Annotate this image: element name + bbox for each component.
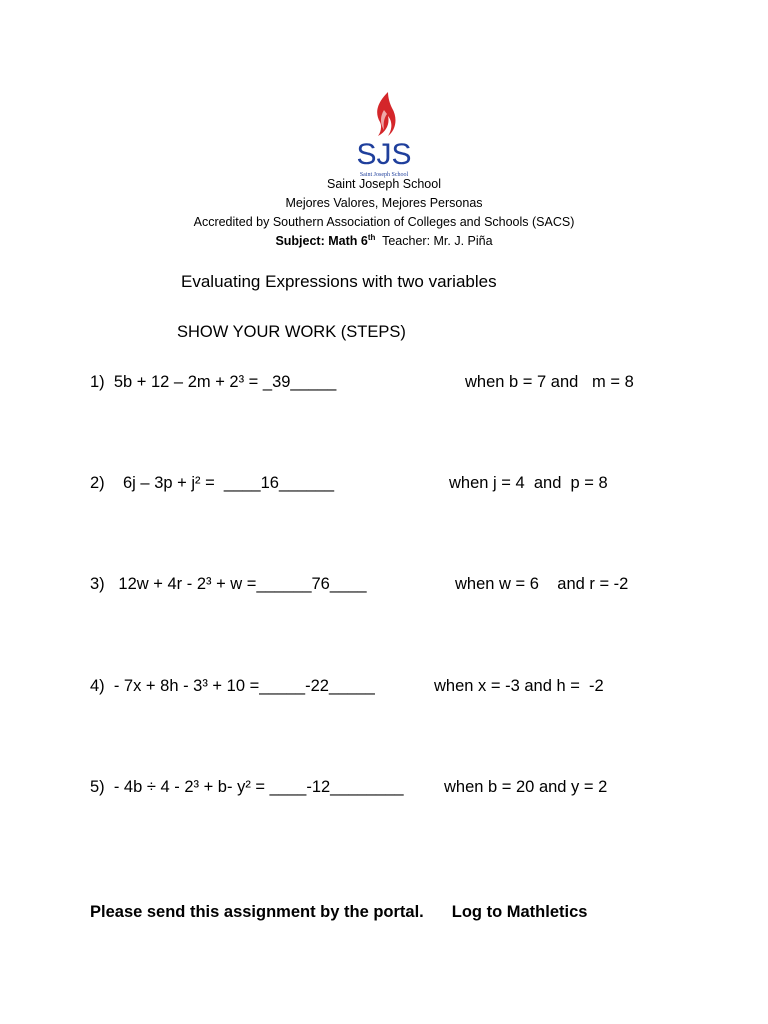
footer-note <box>90 903 587 922</box>
problem-expression: 3) 12w + 4r - 2³ + w =______76____ <box>90 575 367 593</box>
problem-expression: 1) 5b + 12 – 2m + 2³ = _39_____ <box>90 373 337 391</box>
problem-1 <box>0 373 768 397</box>
teacher-name: Teacher: Mr. J. Piña <box>375 234 493 248</box>
subject-label: Subject: Math 6th <box>275 232 376 248</box>
problem-5 <box>0 778 768 802</box>
problem-expression: 5) - 4b ÷ 4 - 2³ + b- y² = ____-12________ <box>90 778 404 796</box>
instructions: SHOW YOUR WORK (STEPS) <box>177 323 406 341</box>
school-logo <box>344 88 424 180</box>
worksheet-title: Evaluating Expressions with two variables <box>181 272 497 291</box>
send-instruction: Please send this assignment by the portal. <box>90 903 424 921</box>
school-name: Saint Joseph School <box>327 177 441 191</box>
problem-expression: 2) 6j – 3p + j² = ____16______ <box>90 474 335 492</box>
subject-superscript: th <box>367 232 376 242</box>
problem-2 <box>0 474 768 498</box>
accreditation-line: Accredited by Southern Association of Colleges and Schools (SACS) <box>193 215 575 229</box>
problem-condition: when b = 7 and m = 8 <box>465 373 634 391</box>
problem-condition: when w = 6 and r = -2 <box>455 575 629 593</box>
school-motto: Mejores Valores, Mejores Personas <box>285 196 483 210</box>
subject-teacher-line <box>0 233 768 249</box>
logo-subtext: Saint Joseph School <box>359 172 409 178</box>
problem-condition: when x = -3 and h = -2 <box>434 677 604 695</box>
problem-3 <box>0 575 768 599</box>
problem-expression: 4) - 7x + 8h - 3³ + 10 =_____-22_____ <box>90 677 375 695</box>
problem-4 <box>0 677 768 701</box>
logo-text: SJS <box>356 138 412 171</box>
problem-condition: when b = 20 and y = 2 <box>444 778 608 796</box>
problem-condition: when j = 4 and p = 8 <box>449 474 608 492</box>
mathletics-instruction: Log to Mathletics <box>451 903 588 921</box>
